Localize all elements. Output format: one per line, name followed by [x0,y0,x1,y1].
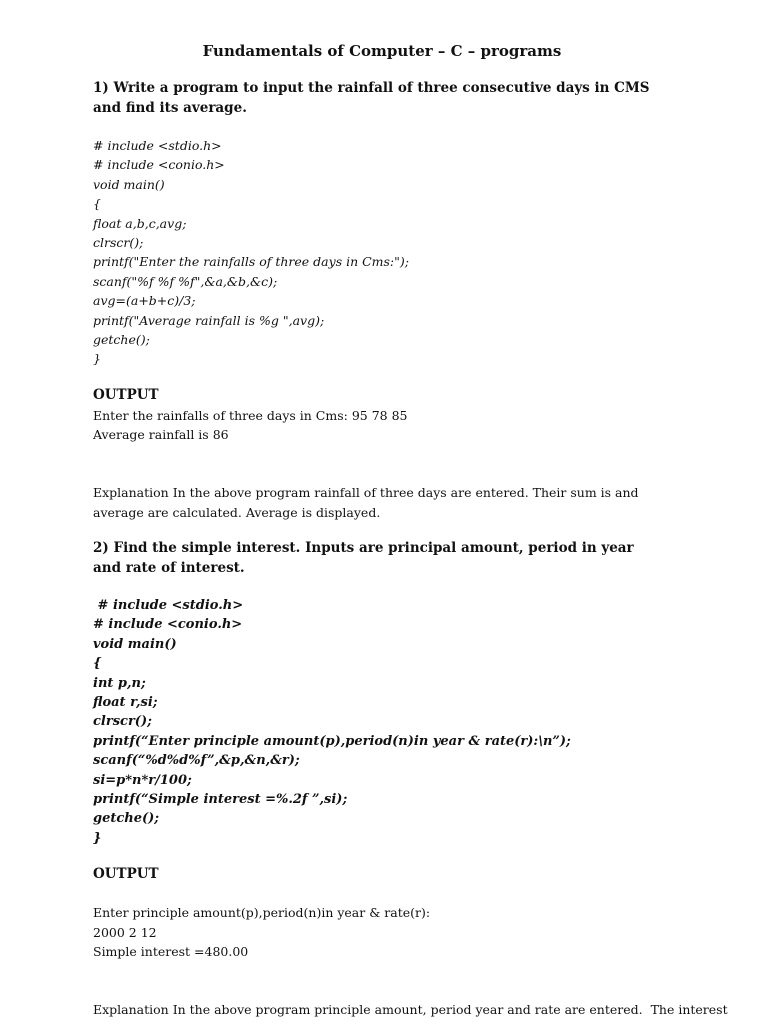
code-line: scanf(“%d%d%f”,&p,&n,&r); [93,753,300,769]
output-line: Enter the rainfalls of three days in Cms: 95 78 85 [93,407,408,423]
explanation-text: Explanation In the above program rainfall of three days are entered. Their sum is and average are calculated. Average is displayed. [93,485,639,520]
code-line: printf("Average rainfall is %g ",avg); [93,312,325,328]
question-2-output-heading [93,865,673,885]
output-heading: OUTPUT [93,387,159,403]
code-line: getche(); [93,811,160,827]
question-2-output [93,903,673,962]
output-line: Enter principle amount(p),period(n)in year & rate(r): [93,905,431,920]
code-line: # include <conio.h> [93,617,243,633]
question-heading: 2) Find the simple interest. Inputs are principal amount, period in year and rate of interest. [93,540,634,576]
output-line: 2000 2 12 [93,924,157,940]
question-1-output [93,386,673,445]
code-line: void main() [93,176,165,192]
code-line: } [93,351,101,367]
code-line: printf(“Enter principle amount(p),period(n)in year & rate(r):\n”); [93,733,571,749]
question-1-heading [93,79,673,118]
code-line: # include <stdio.h> [93,138,222,153]
code-line: # include <stdio.h> [93,598,244,613]
code-line: scanf("%f %f %f",&a,&b,&c); [93,273,278,289]
code-line: avg=(a+b+c)/3; [93,293,196,309]
code-line: getche(); [93,332,150,348]
question-2-explanation [93,1000,728,1020]
code-line: { [93,656,102,672]
code-line: clrscr(); [93,714,152,730]
question-heading: 1) Write a program to input the rainfall of three consecutive days in CMS and find its average. [93,80,650,116]
question-1-code [93,136,673,369]
question-1-explanation [93,483,663,522]
output-heading: OUTPUT [93,866,159,882]
output-line: Simple interest =480.00 [93,944,249,959]
code-line: printf("Enter the rainfalls of three days in Cms:"); [93,254,409,270]
code-line: } [93,830,102,846]
question-2-code [93,596,673,848]
code-line: si=p*n*r/100; [93,772,192,788]
code-line: { [93,196,101,212]
code-line: float a,b,c,avg; [93,215,187,231]
explanation-text: Explanation In the above program principle amount, period year and rate are entered. The interest [93,1002,728,1017]
question-2-heading [93,539,653,578]
code-line: int p,n; [93,675,146,691]
code-line: # include <conio.h> [93,157,225,173]
code-line: void main() [93,636,177,652]
code-line: printf(“Simple interest =%.2f ”,si); [93,792,348,808]
page-title: Fundamentals of Computer – C – programs [202,42,562,60]
output-line: Average rainfall is 86 [93,427,229,442]
code-line: clrscr(); [93,235,144,251]
code-line: float r,si; [93,695,158,711]
